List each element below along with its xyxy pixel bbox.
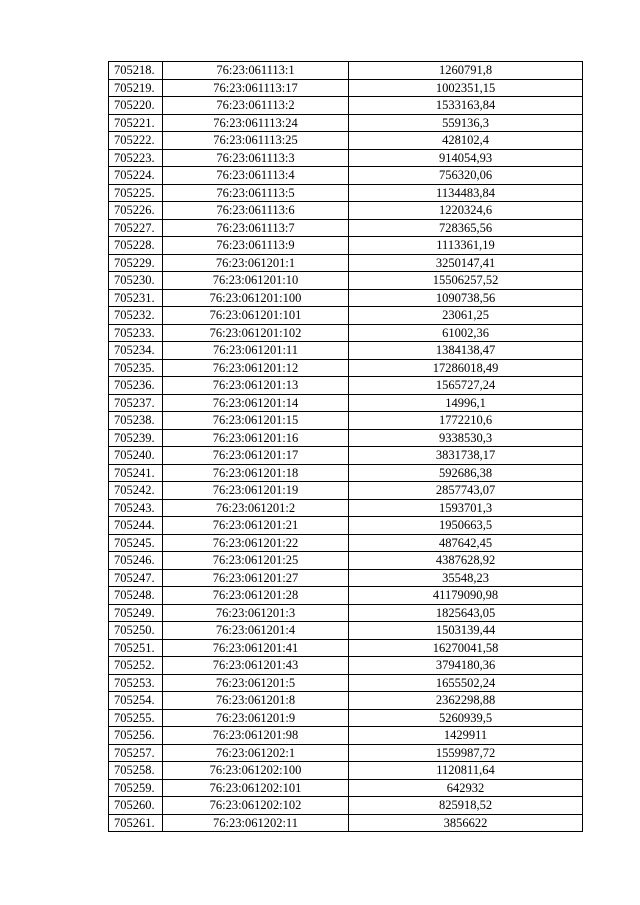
table-row [109,692,583,710]
table-row [109,587,583,605]
table-row [109,709,583,727]
table-row [109,272,583,290]
cadastral-number-cell: 76:23:061113:25 [163,132,349,150]
cadastral-value-cell: 1090738,56 [349,289,583,307]
cadastral-value-cell: 4387628,92 [349,552,583,570]
cadastral-number-cell: 76:23:061201:13 [163,377,349,395]
row-number-cell: 705227. [109,219,163,237]
row-number-cell: 705223. [109,149,163,167]
row-number-cell: 705237. [109,394,163,412]
row-number-cell: 705219. [109,79,163,97]
row-number-cell: 705261. [109,814,163,832]
row-number-cell: 705230. [109,272,163,290]
cadastral-number-cell: 76:23:061201:43 [163,657,349,675]
table-row [109,482,583,500]
cadastral-number-cell: 76:23:061201:4 [163,622,349,640]
cadastral-number-cell: 76:23:061201:21 [163,517,349,535]
cadastral-value-cell: 1134483,84 [349,184,583,202]
cadastral-value-cell: 16270041,58 [349,639,583,657]
table-row [109,149,583,167]
cadastral-number-cell: 76:23:061202:11 [163,814,349,832]
row-number-cell: 705235. [109,359,163,377]
table-row [109,534,583,552]
cadastral-value-cell: 1429911 [349,727,583,745]
row-number-cell: 705233. [109,324,163,342]
cadastral-number-cell: 76:23:061201:15 [163,412,349,430]
row-number-cell: 705247. [109,569,163,587]
table-row [109,79,583,97]
row-number-cell: 705254. [109,692,163,710]
cadastral-number-cell: 76:23:061201:5 [163,674,349,692]
cadastral-number-cell: 76:23:061113:7 [163,219,349,237]
table-row [109,219,583,237]
table-row [109,324,583,342]
cadastral-value-table [108,61,583,832]
table-row [109,202,583,220]
cadastral-value-cell: 914054,93 [349,149,583,167]
cadastral-number-cell: 76:23:061201:9 [163,709,349,727]
cadastral-value-cell: 592686,38 [349,464,583,482]
cadastral-value-cell: 3831738,17 [349,447,583,465]
cadastral-value-cell: 9338530,3 [349,429,583,447]
cadastral-number-cell: 76:23:061201:25 [163,552,349,570]
row-number-cell: 705252. [109,657,163,675]
cadastral-value-cell: 1565727,24 [349,377,583,395]
cadastral-number-cell: 76:23:061201:1 [163,254,349,272]
cadastral-value-cell: 1260791,8 [349,62,583,80]
table-row [109,342,583,360]
table-row [109,429,583,447]
row-number-cell: 705246. [109,552,163,570]
cadastral-value-cell: 1533163,84 [349,97,583,115]
row-number-cell: 705218. [109,62,163,80]
table-row [109,657,583,675]
table-row [109,797,583,815]
table-row [109,184,583,202]
cadastral-value-cell: 1220324,6 [349,202,583,220]
cadastral-number-cell: 76:23:061113:3 [163,149,349,167]
cadastral-value-cell: 487642,45 [349,534,583,552]
cadastral-value-cell: 1384138,47 [349,342,583,360]
table-row [109,779,583,797]
table-row [109,237,583,255]
cadastral-value-cell: 5260939,5 [349,709,583,727]
table-row [109,377,583,395]
row-number-cell: 705222. [109,132,163,150]
table-row [109,499,583,517]
row-number-cell: 705229. [109,254,163,272]
cadastral-number-cell: 76:23:061201:28 [163,587,349,605]
row-number-cell: 705250. [109,622,163,640]
cadastral-number-cell: 76:23:061113:2 [163,97,349,115]
cadastral-number-cell: 76:23:061201:19 [163,482,349,500]
cadastral-number-cell: 76:23:061201:18 [163,464,349,482]
row-number-cell: 705253. [109,674,163,692]
cadastral-value-cell: 1772210,6 [349,412,583,430]
row-number-cell: 705220. [109,97,163,115]
cadastral-number-cell: 76:23:061201:102 [163,324,349,342]
cadastral-value-cell: 3250147,41 [349,254,583,272]
cadastral-value-cell: 1950663,5 [349,517,583,535]
cadastral-number-cell: 76:23:061113:5 [163,184,349,202]
table-row [109,447,583,465]
cadastral-number-cell: 76:23:061201:8 [163,692,349,710]
cadastral-number-cell: 76:23:061201:41 [163,639,349,657]
cadastral-value-cell: 1503139,44 [349,622,583,640]
row-number-cell: 705260. [109,797,163,815]
table-row [109,762,583,780]
cadastral-number-cell: 76:23:061113:9 [163,237,349,255]
cadastral-value-cell: 1120811,64 [349,762,583,780]
cadastral-value-cell: 428102,4 [349,132,583,150]
cadastral-number-cell: 76:23:061113:17 [163,79,349,97]
cadastral-value-cell: 825918,52 [349,797,583,815]
row-number-cell: 705251. [109,639,163,657]
cadastral-number-cell: 76:23:061113:6 [163,202,349,220]
table-row [109,674,583,692]
row-number-cell: 705259. [109,779,163,797]
cadastral-value-cell: 1825643,05 [349,604,583,622]
cadastral-value-cell: 756320,06 [349,167,583,185]
cadastral-value-cell: 1655502,24 [349,674,583,692]
row-number-cell: 705257. [109,744,163,762]
row-number-cell: 705244. [109,517,163,535]
cadastral-value-cell: 41179090,98 [349,587,583,605]
row-number-cell: 705238. [109,412,163,430]
table-row [109,62,583,80]
table-row [109,359,583,377]
cadastral-value-cell: 15506257,52 [349,272,583,290]
cadastral-value-cell: 1113361,19 [349,237,583,255]
cadastral-value-cell: 1002351,15 [349,79,583,97]
cadastral-value-cell: 35548,23 [349,569,583,587]
row-number-cell: 705242. [109,482,163,500]
cadastral-number-cell: 76:23:061201:2 [163,499,349,517]
cadastral-number-cell: 76:23:061201:11 [163,342,349,360]
cadastral-number-cell: 76:23:061113:24 [163,114,349,132]
table-row [109,97,583,115]
table-row [109,254,583,272]
cadastral-value-cell: 3856622 [349,814,583,832]
cadastral-number-cell: 76:23:061202:100 [163,762,349,780]
cadastral-value-cell: 1593701,3 [349,499,583,517]
cadastral-number-cell: 76:23:061201:101 [163,307,349,325]
cadastral-number-cell: 76:23:061202:101 [163,779,349,797]
cadastral-number-cell: 76:23:061201:27 [163,569,349,587]
table-row [109,604,583,622]
table-row [109,464,583,482]
cadastral-value-cell: 728365,56 [349,219,583,237]
table-row [109,814,583,832]
row-number-cell: 705232. [109,307,163,325]
cadastral-value-cell: 559136,3 [349,114,583,132]
cadastral-number-cell: 76:23:061201:14 [163,394,349,412]
table-row [109,569,583,587]
row-number-cell: 705228. [109,237,163,255]
cadastral-number-cell: 76:23:061201:3 [163,604,349,622]
row-number-cell: 705240. [109,447,163,465]
table-row [109,552,583,570]
table-row [109,727,583,745]
row-number-cell: 705249. [109,604,163,622]
cadastral-value-cell: 17286018,49 [349,359,583,377]
table-row [109,639,583,657]
table-row [109,167,583,185]
table-row [109,394,583,412]
table-row [109,622,583,640]
cadastral-number-cell: 76:23:061201:12 [163,359,349,377]
cadastral-number-cell: 76:23:061201:22 [163,534,349,552]
cadastral-number-cell: 76:23:061113:4 [163,167,349,185]
row-number-cell: 705248. [109,587,163,605]
row-number-cell: 705225. [109,184,163,202]
row-number-cell: 705224. [109,167,163,185]
cadastral-value-cell: 2362298,88 [349,692,583,710]
row-number-cell: 705226. [109,202,163,220]
cadastral-number-cell: 76:23:061202:102 [163,797,349,815]
cadastral-number-cell: 76:23:061201:10 [163,272,349,290]
row-number-cell: 705241. [109,464,163,482]
cadastral-number-cell: 76:23:061201:100 [163,289,349,307]
row-number-cell: 705234. [109,342,163,360]
cadastral-number-cell: 76:23:061201:16 [163,429,349,447]
cadastral-value-cell: 1559987,72 [349,744,583,762]
cadastral-value-cell: 3794180,36 [349,657,583,675]
table-row [109,114,583,132]
cadastral-number-cell: 76:23:061201:98 [163,727,349,745]
cadastral-number-cell: 76:23:061202:1 [163,744,349,762]
cadastral-number-cell: 76:23:061201:17 [163,447,349,465]
cadastral-value-cell: 61002,36 [349,324,583,342]
cadastral-value-cell: 642932 [349,779,583,797]
row-number-cell: 705236. [109,377,163,395]
cadastral-value-cell: 2857743,07 [349,482,583,500]
row-number-cell: 705239. [109,429,163,447]
table-body [109,62,583,832]
table-row [109,289,583,307]
row-number-cell: 705256. [109,727,163,745]
row-number-cell: 705245. [109,534,163,552]
row-number-cell: 705243. [109,499,163,517]
row-number-cell: 705255. [109,709,163,727]
cadastral-number-cell: 76:23:061113:1 [163,62,349,80]
row-number-cell: 705258. [109,762,163,780]
table-row [109,132,583,150]
table-row [109,744,583,762]
cadastral-value-cell: 14996,1 [349,394,583,412]
cadastral-value-cell: 23061,25 [349,307,583,325]
table-row [109,412,583,430]
row-number-cell: 705231. [109,289,163,307]
table-row [109,517,583,535]
row-number-cell: 705221. [109,114,163,132]
table-row [109,307,583,325]
